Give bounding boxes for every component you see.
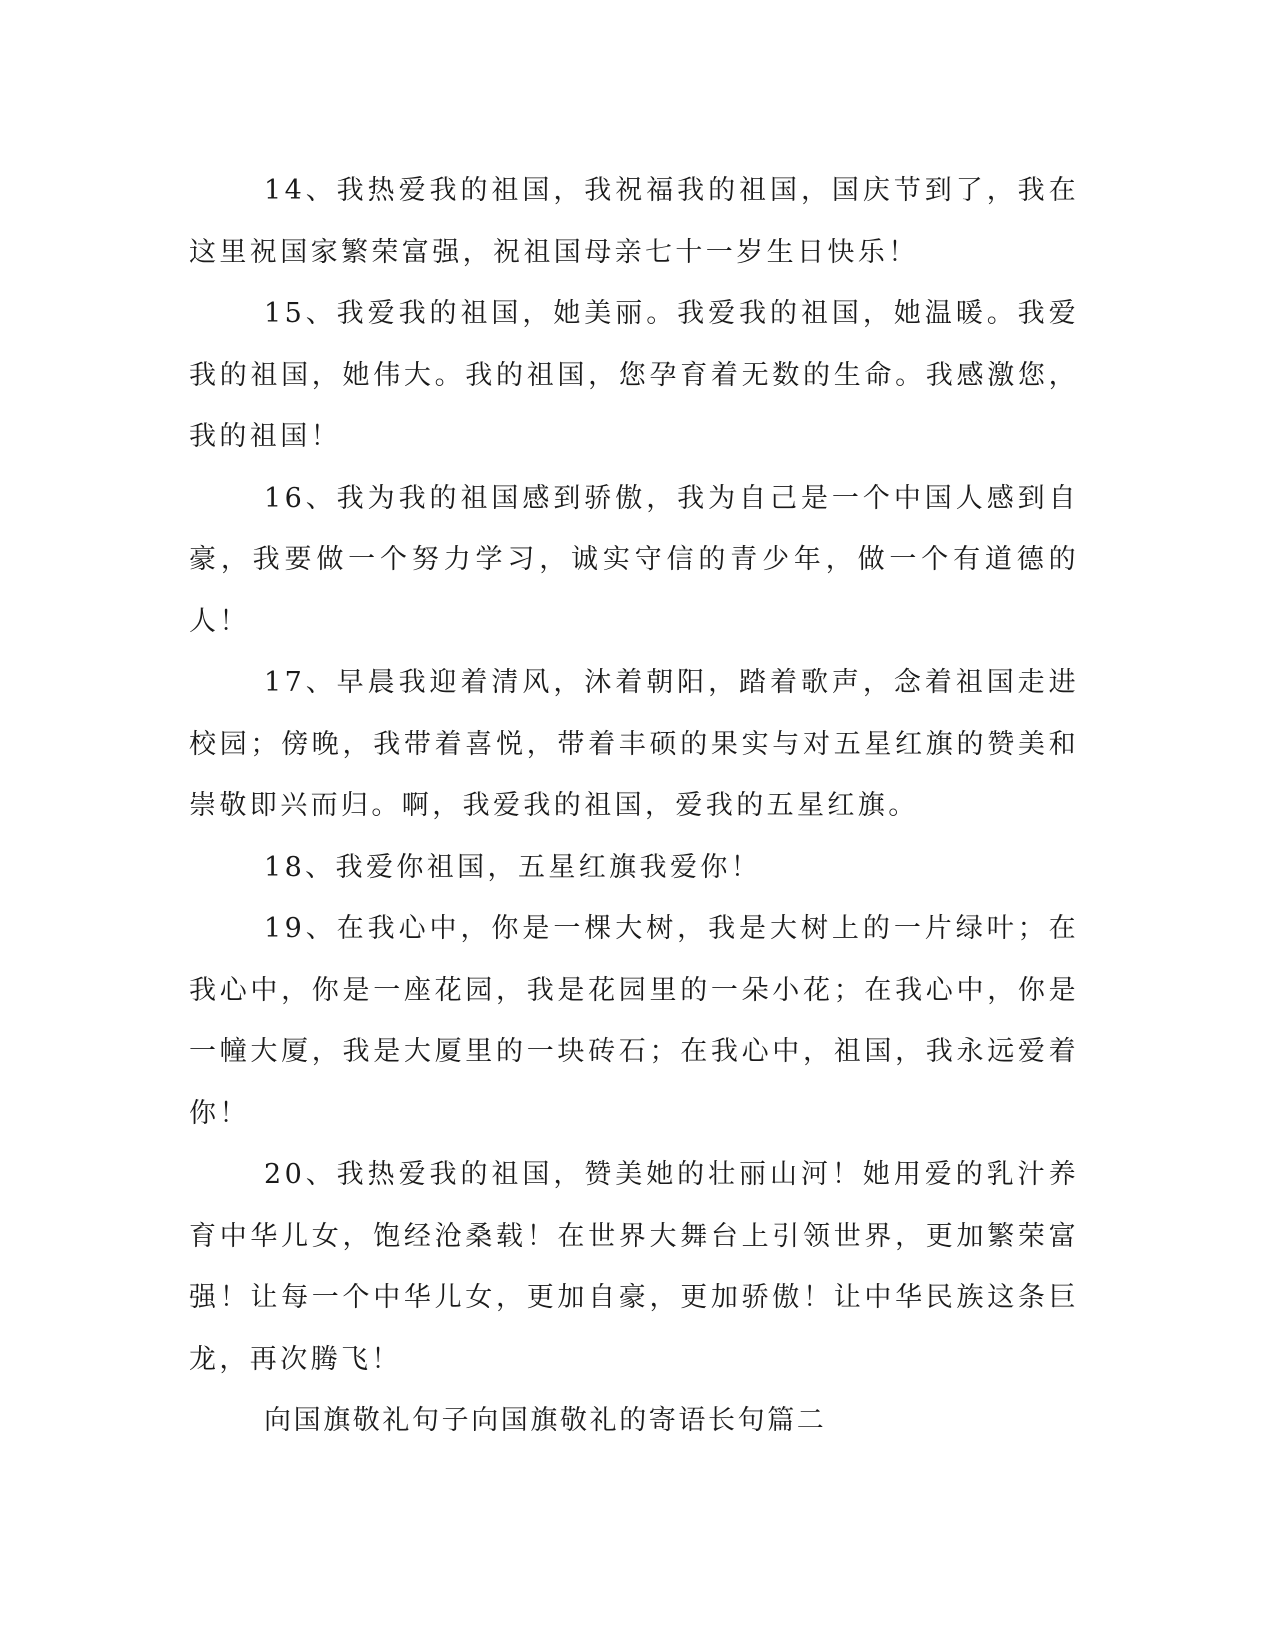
paragraph-19: 19、在我心中，你是一棵大树，我是大树上的一片绿叶；在我心中，你是一座花园，我是花园里的一朵小花；在我心中，你是一幢大厦，我是大厦里的一块砖石；在我心中，祖国，我永远爱着你！ (189, 913, 1079, 1129)
document-body (189, 160, 1079, 1452)
section-title: 向国旗敬礼句子向国旗敬礼的寄语长句篇二 (264, 1405, 827, 1436)
paragraph-14: 14、我热爱我的祖国，我祝福我的祖国，国庆节到了，我在这里祝国家繁荣富强，祝祖国母亲七十一岁生日快乐！ (189, 175, 1079, 268)
paragraph-15: 15、我爱我的祖国，她美丽。我爱我的祖国，她温暖。我爱我的祖国，她伟大。我的祖国，您孕育着无数的生命。我感激您，我的祖国！ (189, 298, 1079, 452)
paragraph-20: 20、我热爱我的祖国，赞美她的壮丽山河！她用爱的乳汁养育中华儿女，饱经沧桑载！在世界大舞台上引领世界，更加繁荣富强！让每一个中华儿女，更加自豪，更加骄傲！让中华民族这条巨龙，再次腾飞！ (189, 1159, 1079, 1375)
paragraph-18: 18、我爱你祖国，五星红旗我爱你！ (264, 851, 762, 883)
paragraph-17: 17、早晨我迎着清风，沐着朝阳，踏着歌声，念着祖国走进校园；傍晚，我带着喜悦，带着丰硕的果实与对五星红旗的赞美和崇敬即兴而归。啊，我爱我的祖国，爱我的五星红旗。 (189, 667, 1079, 821)
paragraph-16: 16、我为我的祖国感到骄傲，我为自己是一个中国人感到自豪，我要做一个努力学习，诚实守信的青少年，做一个有道德的人！ (189, 482, 1079, 637)
